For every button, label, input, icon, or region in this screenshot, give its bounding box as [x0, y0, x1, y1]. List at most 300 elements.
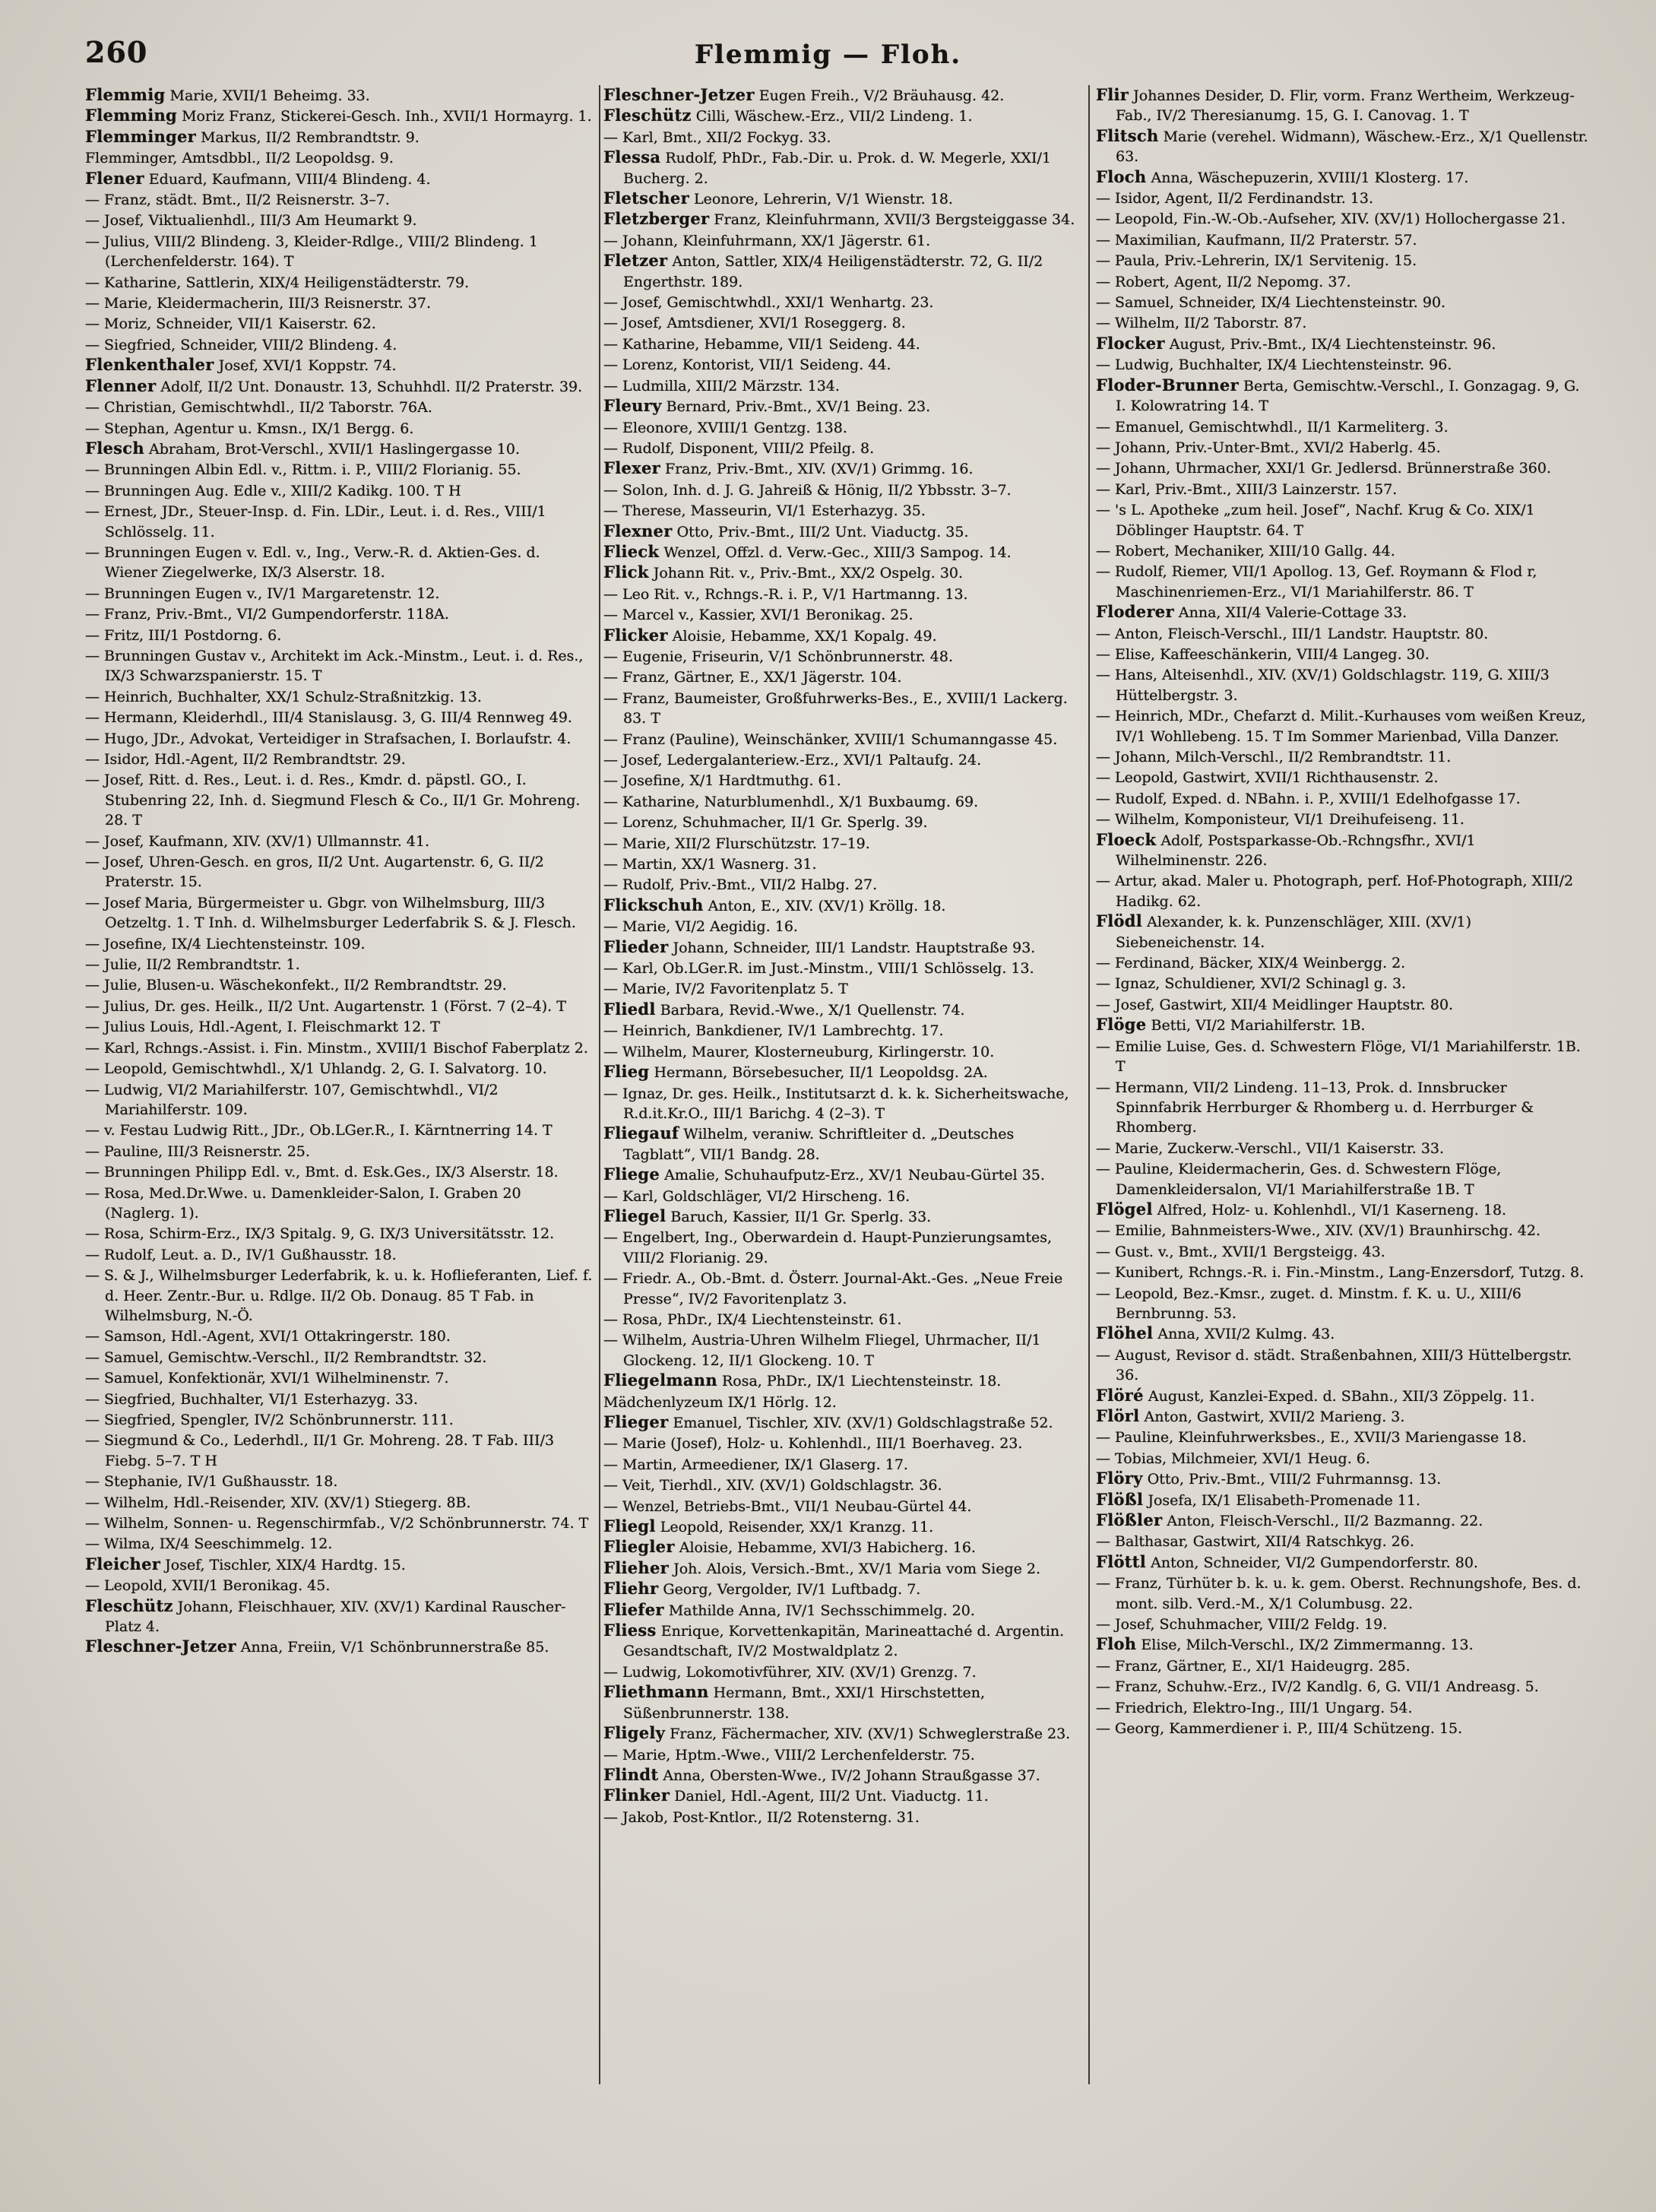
- directory-entry: [603, 1621, 1084, 1662]
- entry-surname: Flener: [85, 168, 144, 188]
- entry-details: — Hermann, VII/2 Lindeng. 11–13, Prok. d. Innsbrucker Spinnfabrik Herrburger & Rhomberg u. d. Herrburger & Rhomberg.: [1096, 1079, 1534, 1136]
- entry-details: — Josef, Ledergalanteriew.-Erz., XVI/1 Paltaufg. 24.: [603, 752, 982, 768]
- directory-entry: [85, 892, 594, 933]
- directory-entry: [1096, 540, 1594, 561]
- directory-entry: [1096, 870, 1594, 911]
- directory-entry: [85, 1120, 594, 1140]
- entry-details: — Veit, Tierhdl., XIV. (XV/1) Goldschlagstr. 36.: [603, 1477, 942, 1494]
- directory-entry: [1096, 458, 1594, 478]
- directory-entry: [603, 874, 1084, 895]
- entry-surname: Flöré: [1096, 1385, 1144, 1405]
- directory-entry: [603, 1745, 1084, 1765]
- entry-details: — Katharine, Naturblumenhdl., X/1 Buxbaumg. 69.: [603, 793, 979, 810]
- entry-details: — Stephan, Agentur u. Kmsn., IX/1 Bergg. 6.: [85, 420, 414, 437]
- entry-details: — Johann, Priv.-Unter-Bmt., XVI/2 Haberlg. 45.: [1096, 439, 1441, 456]
- entry-details: — Marcel v., Kassier, XVI/1 Beronikag. 25.: [603, 607, 913, 624]
- directory-entry: [85, 397, 594, 417]
- entry-details: — Ludwig, Buchhalter, IX/4 Liechtensteinstr. 96.: [1096, 357, 1452, 374]
- directory-entry: [85, 831, 594, 851]
- directory-entry: [85, 954, 594, 974]
- entry-surname: Fliegler: [603, 1537, 675, 1557]
- entry-details: — Brunningen Albin Edl. v., Rittm. i. P., VIII/2 Florianig. 55.: [85, 461, 521, 479]
- entry-surname: Fleschner-Jetzer: [85, 1637, 236, 1656]
- directory-entry: [85, 210, 594, 230]
- entry-details: — Julie, II/2 Rembrandtstr. 1.: [85, 956, 300, 974]
- entry-details: — Marie, Kleidermacherin, III/3 Reisnerstr. 37.: [85, 295, 431, 312]
- entry-details: Hermann, Börsebesucher, II/1 Leopoldsg. 2A.: [649, 1064, 988, 1082]
- entry-details: Anna, XVII/2 Kulmg. 43.: [1153, 1326, 1335, 1343]
- directory-entry: [85, 1079, 594, 1120]
- directory-entry: [85, 1492, 594, 1513]
- entry-details: — Brunningen Gustav v., Architekt im Ack.-Minstm., Leut. i. d. Res., IX/3 Schwarzspanierstr. 15. T: [85, 647, 584, 685]
- directory-entry: [85, 1347, 594, 1367]
- entry-details: — Heinrich, Bankdiener, IV/1 Lambrechtg. 17.: [603, 1022, 944, 1040]
- entry-surname: Flir: [1096, 85, 1129, 104]
- entry-details: — Engelbert, Ing., Oberwardein d. Haupt-Punzierungsamtes, VIII/2 Florianig. 29.: [603, 1229, 1053, 1266]
- entry-details: Aloisie, Hebamme, XVI/3 Habicherg. 16.: [674, 1539, 976, 1557]
- entry-details: — Solon, Inh. d. J. G. Jahreiß & Hönig, II/2 Ybbsstr. 3–7.: [603, 481, 1012, 499]
- directory-entry: [85, 459, 594, 480]
- directory-entry: [1096, 1531, 1594, 1551]
- entry-details: Rudolf, PhDr., Fab.-Dir. u. Prok. d. W. Megerle, XXI/1 Bucherg. 2.: [623, 150, 1051, 187]
- directory-entry: [1096, 644, 1594, 664]
- directory-entry: [1096, 1323, 1594, 1344]
- directory-entry: [85, 728, 594, 749]
- directory-entry: [603, 521, 1084, 542]
- directory-entry: [603, 85, 1084, 106]
- entry-details: — Ferdinand, Bäcker, XIX/4 Weinbergg. 2.: [1096, 955, 1406, 972]
- entry-details: — Pauline, III/3 Reisnerstr. 25.: [85, 1142, 310, 1160]
- entry-surname: Fliege: [603, 1165, 660, 1184]
- directory-entry: [603, 480, 1084, 500]
- directory-entry: [603, 1600, 1084, 1621]
- column-2: [603, 85, 1084, 2183]
- entry-details: Enrique, Korvettenkapitän, Marineattaché d. Argentin. Gesandtschaft, IV/2 Mostwaldplatz 2.: [623, 1623, 1065, 1660]
- directory-entry: [603, 1041, 1084, 1062]
- directory-entry: [85, 1223, 594, 1244]
- entry-surname: Flickschuh: [603, 895, 704, 914]
- directory-entry: [603, 626, 1084, 646]
- directory-entry: [603, 604, 1084, 625]
- entry-surname: Fleschner-Jetzer: [603, 85, 755, 104]
- entry-details: Wenzel, Offzl. d. Verw.-Gec., XIII/3 Sampog. 14.: [659, 543, 1012, 561]
- entry-details: — Siegfried, Schneider, VIII/2 Blindeng. 4.: [85, 336, 397, 353]
- directory-entry: [85, 501, 594, 542]
- entry-details: — Wilhelm, Komponisteur, VI/1 Dreihufeiseng. 11.: [1096, 811, 1464, 829]
- directory-entry: [603, 791, 1084, 812]
- directory-entry: [603, 1000, 1084, 1020]
- entry-details: — Georg, Kammerdiener i. P., III/4 Schützeng. 15.: [1096, 1720, 1463, 1738]
- directory-entry: [1096, 1345, 1594, 1386]
- entry-details: — Marie, Zuckerw.-Verschl., VII/1 Kaiserstr. 33.: [1096, 1139, 1445, 1157]
- entry-details: — Franz (Pauline), Weinschänker, XVIII/1 Schumanngasse 45.: [603, 730, 1058, 748]
- entry-details: — August, Revisor d. städt. Straßenbahnen, XIII/3 Hüttelbergstr. 36.: [1096, 1346, 1572, 1384]
- directory-entry: [603, 1165, 1084, 1185]
- entry-details: — Emanuel, Gemischtwhdl., II/1 Karmeliterg. 3.: [1096, 418, 1449, 436]
- directory-entry: [603, 1765, 1084, 1786]
- directory-entry: [1096, 705, 1594, 746]
- directory-entry: [603, 667, 1084, 687]
- entry-details: — Martin, XX/1 Wasnerg. 31.: [603, 856, 817, 873]
- entry-details: Marie (verehel. Widmann), Wäschew.-Erz., X/1 Quellenstr. 63.: [1116, 128, 1588, 166]
- entry-details: — Josef, Kaufmann, XIV. (XV/1) Ullmannstr. 41.: [85, 832, 429, 850]
- entry-details: — Emilie Luise, Ges. d. Schwestern Flöge, VI/1 Mariahilferstr. 1B. T: [1096, 1038, 1581, 1076]
- directory-entry: [85, 1554, 594, 1575]
- entry-details: — Leopold, Gemischtwhdl., X/1 Uhlandg. 2, G. I. Salvatorg. 10.: [85, 1060, 547, 1078]
- entry-surname: Flöttl: [1096, 1551, 1147, 1571]
- entry-details: — Leopold, Gastwirt, XVII/1 Richthausenstr. 2.: [1096, 769, 1439, 787]
- entry-details: — Stephanie, IV/1 Gußhausstr. 18.: [85, 1473, 338, 1491]
- directory-entry: [85, 1513, 594, 1533]
- directory-entry: [85, 1058, 594, 1079]
- directory-entry: [85, 439, 594, 459]
- directory-entry: [603, 230, 1084, 251]
- entry-details: — 's L. Apotheke „zum heil. Josef“, Nachf. Krug & Co. XIX/1 Döblinger Hauptstr. 64. T: [1096, 502, 1535, 539]
- entry-details: Eugen Freih., V/2 Bräuhausg. 42.: [754, 87, 1005, 104]
- entry-details: — Marie, VI/2 Aegidig. 16.: [603, 918, 798, 936]
- directory-entry: [1096, 1573, 1594, 1614]
- entry-surname: Fleury: [603, 396, 662, 416]
- directory-entry: [1096, 376, 1594, 417]
- entry-details: Mathilde Anna, IV/1 Sechsschimmelg. 20.: [663, 1602, 975, 1619]
- page-number: 260: [85, 35, 148, 69]
- directory-entry: [603, 1329, 1084, 1371]
- directory-entry: [603, 937, 1084, 958]
- entry-details: Daniel, Hdl.-Agent, III/2 Unt. Viaductg. 11.: [670, 1788, 989, 1805]
- entry-details: — Brunningen Aug. Edle v., XIII/2 Kadikg. 100. T H: [85, 482, 461, 499]
- directory-entry: [1096, 188, 1594, 208]
- directory-entry: [85, 625, 594, 645]
- page-header: [0, 29, 1656, 74]
- directory-entry: [603, 1392, 1084, 1412]
- entry-surname: Flenkenthaler: [85, 355, 214, 375]
- entry-details: — Eleonore, XVIII/1 Gentzg. 138.: [603, 419, 847, 436]
- running-head: Flemmig — Floh.: [694, 40, 962, 70]
- entry-details: — Ignaz, Dr. ges. Heilk., Institutsarzt d. k. k. Sicherheitswache, R.d.it.Kr.O., III/1 Barichg. 4 (2–3). T: [603, 1085, 1069, 1122]
- entry-details: Baruch, Kassier, II/1 Gr. Sperlg. 33.: [666, 1208, 932, 1225]
- entry-details: — Josef, Gemischtwhdl., XXI/1 Wenhartg. 23.: [603, 294, 934, 312]
- entry-details: — Julius, Dr. ges. Heilk., II/2 Unt. Augartenstr. 1 (Först. 7 (2–4). T: [85, 997, 566, 1015]
- entry-details: Anton, Sattler, XIX/4 Heiligenstädterstr. 72, G. II/2 Engerthstr. 189.: [623, 253, 1043, 290]
- directory-entry: [85, 933, 594, 954]
- entry-details: — Siegmund & Co., Lederhdl., II/1 Gr. Mohreng. 28. T Fab. III/3 Fiebg. 5–7. T H: [85, 1432, 555, 1469]
- entry-details: — Samson, Hdl.-Agent, XVI/1 Ottakringerstr. 180.: [85, 1328, 451, 1345]
- directory-entry: [603, 438, 1084, 458]
- entry-details: — Wilhelm, Maurer, Klosterneuburg, Kirlingerstr. 10.: [603, 1043, 995, 1060]
- entry-details: Anna, Freiin, V/1 Schönbrunnerstraße 85.: [236, 1639, 549, 1656]
- entry-surname: Flexer: [603, 458, 660, 478]
- entry-details: Johann, Schneider, III/1 Landstr. Hauptstraße 93.: [668, 939, 1036, 956]
- entry-details: — Brunningen Eugen v. Edl. v., Ing., Verw.-R. d. Aktien-Ges. d. Wiener Ziegelwerke, IX/3 Alserstr. 18.: [85, 543, 540, 582]
- entry-details: Rosa, PhDr., IX/1 Liechtensteinstr. 18.: [717, 1373, 1002, 1390]
- directory-entry: [1096, 479, 1594, 499]
- column-3: [1096, 85, 1594, 2183]
- entry-details: August, Priv.-Bmt., IX/4 Liechtensteinstr. 96.: [1164, 335, 1496, 353]
- directory-entry: [603, 854, 1084, 874]
- entry-details: — Rudolf, Disponent, VIII/2 Pfeilg. 8.: [603, 439, 875, 457]
- entry-details: — Julie, Blusen-u. Wäschekonfekt., II/2 Rembrandtstr. 29.: [85, 977, 507, 994]
- entry-details: Wilhelm, veraniw. Schriftleiter d. „Deutsches Tagblatt“, VII/1 Bandg. 28.: [623, 1126, 1015, 1163]
- directory-entry: [603, 376, 1084, 396]
- directory-entry: [603, 209, 1084, 230]
- entry-details: — Katharine, Sattlerin, XIX/4 Heiligenstädterstr. 79.: [85, 274, 470, 291]
- directory-entry: [603, 1579, 1084, 1599]
- entry-details: — Gust. v., Bmt., XVII/1 Bergsteigg. 43.: [1096, 1243, 1385, 1260]
- entry-details: — Josef, Viktualienhdl., III/3 Am Heumarkt 9.: [85, 212, 417, 230]
- entry-details: — Josef, Gastwirt, XII/4 Meidlinger Hauptstr. 80.: [1096, 996, 1454, 1013]
- entry-details: August, Kanzlei-Exped. d. SBahn., XII/3 Zöppelg. 11.: [1143, 1387, 1535, 1405]
- directory-entry: [603, 584, 1084, 604]
- entry-details: — Martin, Armeediener, IX/1 Glaserg. 17.: [603, 1456, 908, 1473]
- entry-details: — Karl, Goldschläger, VI/2 Hirscheng. 16.: [603, 1187, 910, 1205]
- directory-entry: [1096, 1036, 1594, 1077]
- entry-details: Hermann, Bmt., XXI/1 Hirschstetten, Süßenbrunnerstr. 138.: [623, 1684, 985, 1722]
- entry-surname: Fliegelmann: [603, 1371, 717, 1390]
- entry-details: — Ludwig, VI/2 Mariahilferstr. 107, Gemischtwhdl., VI/2 Mariahilferstr. 109.: [85, 1081, 499, 1118]
- directory-entry: [1096, 1220, 1594, 1241]
- entry-details: Joh. Alois, Versich.-Bmt., XV/1 Maria vom Siege 2.: [669, 1560, 1041, 1577]
- entry-details: — Rosa, Med.Dr.Wwe. u. Damenkleider-Salon, I. Graben 20 (Naglerg. 1).: [85, 1184, 521, 1222]
- entry-details: Flemminger, Amtsdbbl., II/2 Leopoldsg. 9.: [85, 150, 394, 167]
- entry-details: — Wenzel, Betriebs-Bmt., VII/1 Neubau-Gürtel 44.: [603, 1497, 972, 1515]
- entry-surname: Flieger: [603, 1412, 669, 1431]
- entry-details: — Brunningen Philipp Edl. v., Bmt. d. Esk.Ges., IX/3 Alserstr. 18.: [85, 1164, 559, 1181]
- directory-entry: [1096, 126, 1594, 167]
- directory-entry: [1096, 788, 1594, 809]
- entry-details: Anton, Fleisch-Verschl., II/2 Bazmanng. 22.: [1162, 1513, 1483, 1530]
- entry-details: — S. & J., Wilhelmsburger Lederfabrik, k. u. k. Hoflieferanten, Lief. f. d. Heer. Zentr.-Bur. u. Rdlge. II/2 Ob. Donaug. 85 T Fab. in Wilhelmsburg, N.-Ö.: [85, 1267, 593, 1324]
- entry-surname: Fletscher: [603, 189, 689, 208]
- entry-surname: Floch: [1096, 166, 1147, 186]
- directory-entry: [1096, 561, 1594, 602]
- entry-details: — Artur, akad. Maler u. Photograph, perf. Hof-Photograph, XIII/2 Hadikg. 62.: [1096, 873, 1574, 910]
- directory-entry: [85, 645, 594, 686]
- directory-entry: [85, 1409, 594, 1430]
- entry-details: — Wilma, IX/4 Seeschimmelg. 12.: [85, 1535, 333, 1553]
- entry-surname: Flemming: [85, 106, 178, 125]
- entry-details: Johann, Fleischhauer, XIV. (XV/1) Kardinal Rauscher-Platz 4.: [105, 1598, 566, 1636]
- directory-entry: [603, 688, 1084, 729]
- entry-surname: Flicker: [603, 625, 668, 645]
- directory-entry: [85, 1038, 594, 1058]
- entry-details: — v. Festau Ludwig Ritt., JDr., Ob.LGer.R., I. Kärntnerring 14. T: [85, 1122, 553, 1139]
- entry-details: — Pauline, Kleidermacherin, Ges. d. Schwestern Flöge, Damenkleidersalon, VI/1 Mariahilferstraße 1B. T: [1096, 1161, 1502, 1198]
- directory-entry: [85, 1389, 594, 1409]
- entry-details: — Samuel, Schneider, IX/4 Liechtensteinstr. 90.: [1096, 294, 1446, 312]
- entry-details: — Samuel, Gemischtw.-Verschl., II/2 Rembrandtstr. 32.: [85, 1348, 487, 1366]
- entry-details: — Hans, Alteisenhdl., XIV. (XV/1) Goldschlagstr. 119, G. XIII/3 Hüttelbergstr. 3.: [1096, 667, 1550, 704]
- entry-surname: Flößler: [1096, 1510, 1163, 1530]
- entry-details: — Leopold, Fin.-W.-Ob.-Aufseher, XIV. (XV/1) Hollochergasse 21.: [1096, 211, 1566, 228]
- directory-entry: [603, 563, 1084, 583]
- directory-entry: [1096, 1510, 1594, 1531]
- entry-details: Franz, Fächermacher, XIV. (XV/1) Schweglerstraße 23.: [665, 1726, 1071, 1743]
- entry-details: — Lorenz, Schuhmacher, II/1 Gr. Sperlg. 39.: [603, 814, 928, 832]
- entry-surname: Floeck: [1096, 829, 1157, 849]
- directory-entry: [85, 851, 594, 892]
- directory-entry: [603, 1496, 1084, 1516]
- entry-details: — Karl, Bmt., XII/2 Fockyg. 33.: [603, 128, 831, 146]
- directory-entry: [85, 418, 594, 439]
- entry-details: — Wilhelm, Hdl.-Reisender, XIV. (XV/1) Stiegerg. 8B.: [85, 1494, 471, 1511]
- entry-details: — Johann, Uhrmacher, XXI/1 Gr. Jedlersd. Brünnerstraße 360.: [1096, 460, 1552, 477]
- entry-details: Otto, Priv.-Bmt., VIII/2 Fuhrmannsg. 13.: [1142, 1471, 1442, 1488]
- entry-surname: Fliess: [603, 1621, 657, 1640]
- entry-details: — Rosa, Schirm-Erz., IX/3 Spitalg. 9, G. IX/3 Universitätsstr. 12.: [85, 1225, 555, 1243]
- entry-surname: Fleicher: [85, 1554, 161, 1573]
- entry-details: Betti, VI/2 Mariahilferstr. 1B.: [1146, 1017, 1366, 1035]
- directory-entry: [85, 127, 594, 147]
- entry-surname: Floderer: [1096, 602, 1174, 622]
- directory-entry: [603, 1516, 1084, 1537]
- directory-entry: [603, 147, 1084, 189]
- entry-details: Franz, Priv.-Bmt., XIV. (XV/1) Grimmg. 16.: [660, 461, 974, 478]
- directory-entry: [85, 583, 594, 604]
- entry-details: — Isidor, Agent, II/2 Ferdinandstr. 13.: [1096, 190, 1374, 208]
- entry-details: Leopold, Reisender, XX/1 Kranzg. 11.: [655, 1519, 934, 1536]
- entry-surname: Flieher: [603, 1558, 670, 1577]
- entry-surname: Flieg: [603, 1062, 650, 1082]
- entry-details: — Pauline, Kleinfuhrwerksbes., E., XVII/3 Mariengasse 18.: [1096, 1429, 1527, 1447]
- directory-entry: [1096, 664, 1594, 705]
- directory-entry: [1096, 1676, 1594, 1697]
- entry-details: Anton, E., XIV. (XV/1) Kröllg. 18.: [703, 897, 946, 914]
- entry-details: — Franz, Priv.-Bmt., VI/2 Gumpendorferstr. 118A.: [85, 606, 449, 623]
- directory-entry: [1096, 1158, 1594, 1199]
- entry-details: Amalie, Schuhaufputz-Erz., XV/1 Neubau-Gürtel 35.: [660, 1167, 1045, 1184]
- entry-details: Berta, Gemischtw.-Verschl., I. Gonzagag. 9, G. I. Kolowratring 14. T: [1116, 377, 1580, 415]
- directory-entry: [603, 729, 1084, 749]
- directory-entry: [85, 1161, 594, 1182]
- entry-surname: Flindt: [603, 1764, 659, 1784]
- entry-details: — Rudolf, Riemer, VII/1 Apollog. 13, Gef. Roymann & Flod r, Maschinenriemen-Erz., VI/1 Mariahilferstr. 86. T: [1096, 563, 1537, 601]
- directory-entry: [603, 812, 1084, 832]
- entry-details: Josef, XVI/1 Koppstr. 74.: [214, 357, 397, 375]
- entry-details: Johann Rit. v., Priv.-Bmt., XX/2 Ospelg. 30.: [648, 565, 964, 582]
- directory-entry: [603, 1083, 1084, 1124]
- directory-entry: [1096, 952, 1594, 973]
- entry-surname: Flenner: [85, 376, 157, 395]
- entry-details: Anton, Gastwirt, XVII/2 Marieng. 3.: [1139, 1409, 1405, 1425]
- directory-entry: [1096, 334, 1594, 354]
- directory-entry: [603, 958, 1084, 978]
- entry-surname: Floder-Brunner: [1096, 375, 1239, 395]
- directory-entry: [603, 500, 1084, 521]
- entry-surname: Flesch: [85, 438, 144, 458]
- entry-details: — Emilie, Bahnmeisters-Wwe., XIV. (XV/1) Braunhirschg. 42.: [1096, 1222, 1541, 1240]
- directory-entry: [85, 542, 594, 583]
- entry-details: — Karl, Ob.LGer.R. im Just.-Minstm., VIII/1 Schlösselg. 13.: [603, 960, 1034, 978]
- directory-entry: [603, 1537, 1084, 1558]
- entry-surname: Flöge: [1096, 1015, 1147, 1035]
- entry-surname: Fleschütz: [603, 106, 692, 125]
- directory-entry: [603, 1206, 1084, 1227]
- directory-entry: [85, 85, 594, 106]
- entry-details: — Wilhelm, Sonnen- u. Regenschirmfab., V/2 Schönbrunnerstr. 74. T: [85, 1515, 589, 1532]
- directory-entry: [603, 1723, 1084, 1744]
- directory-entry: [603, 458, 1084, 479]
- entry-details: — Julius Louis, Hdl.-Agent, I. Fleischmarkt 12. T: [85, 1019, 440, 1036]
- directory-entry: [1096, 1015, 1594, 1035]
- entry-surname: Flögel: [1096, 1199, 1153, 1219]
- entry-surname: Fletzer: [603, 251, 668, 271]
- directory-entry: [85, 272, 594, 293]
- directory-entry: [603, 396, 1084, 417]
- directory-entry: [603, 1433, 1084, 1453]
- directory-entry: [603, 1227, 1084, 1268]
- directory-entry: [85, 1244, 594, 1265]
- entry-details: — Wilhelm, II/2 Taborstr. 87.: [1096, 315, 1307, 332]
- entry-details: — Johann, Milch-Verschl., II/2 Rembrandtstr. 11.: [1096, 749, 1452, 765]
- entry-surname: Flitsch: [1096, 125, 1159, 145]
- entry-surname: Fliegauf: [603, 1123, 679, 1143]
- directory-entry: [603, 916, 1084, 936]
- directory-entry: [85, 313, 594, 334]
- entry-details: — Elise, Kaffeeschänkerin, VIII/4 Langeg. 30.: [1096, 645, 1430, 663]
- directory-entry: [85, 169, 594, 189]
- entry-details: — Hermann, Kleiderhdl., III/4 Stanislausg. 3, G. III/4 Rennweg 49.: [85, 709, 572, 727]
- entry-surname: Flieck: [603, 541, 660, 561]
- entry-surname: Fliethmann: [603, 1682, 709, 1702]
- entry-details: — Jakob, Post-Kntlor., II/2 Rotensterng. 31.: [603, 1808, 920, 1826]
- entry-details: — Marie, XII/2 Flurschützstr. 17–19.: [603, 835, 870, 852]
- directory-entry: [603, 127, 1084, 147]
- entry-details: — Franz, Gärtner, E., XX/1 Jägerstr. 104.: [603, 669, 902, 686]
- directory-entry: [1096, 1406, 1594, 1427]
- entry-details: — Marie (Josef), Holz- u. Kohlenhdl., III/1 Boerhaveg. 23.: [603, 1435, 1023, 1453]
- entry-details: — Fritz, III/1 Postdorng. 6.: [85, 626, 282, 644]
- entry-details: — Friedrich, Elektro-Ing., III/1 Ungarg. 54.: [1096, 1699, 1413, 1716]
- directory-entry: [85, 293, 594, 313]
- entry-surname: Fliehr: [603, 1579, 659, 1599]
- entry-details: — Ignaz, Schuldiener, XVI/2 Schinagl g. 3.: [1096, 975, 1407, 993]
- directory-entry: [1096, 830, 1594, 871]
- directory-entry: [603, 770, 1084, 791]
- directory-entry: [1096, 292, 1594, 312]
- directory-entry: [85, 1575, 594, 1596]
- entry-details: — Ernest, JDr., Steuer-Insp. d. Fin. LDir., Leut. i. d. Res., VIII/1 Schlösselg. 11.: [85, 503, 546, 540]
- directory-entry: [1096, 417, 1594, 437]
- entry-details: — Rudolf, Leut. a. D., IV/1 Gußhausstr. 18.: [85, 1246, 397, 1263]
- directory-entry: [1096, 746, 1594, 767]
- entry-details: — Brunningen Eugen v., IV/1 Margaretenstr. 12.: [85, 585, 440, 602]
- entry-details: Anna, XII/4 Valerie-Cottage 33.: [1173, 604, 1407, 622]
- directory-entry: [85, 996, 594, 1016]
- directory-entry: [1096, 1262, 1594, 1282]
- entry-details: — Robert, Mechaniker, XIII/10 Gallg. 44.: [1096, 542, 1395, 559]
- entry-details: — Siegfried, Buchhalter, VI/1 Esterhazyg. 33.: [85, 1390, 418, 1408]
- entry-surname: Floh: [1096, 1634, 1137, 1654]
- entry-details: — Ludwig, Lokomotivführer, XIV. (XV/1) Grenzg. 7.: [603, 1663, 977, 1681]
- directory-entry: [1096, 809, 1594, 829]
- directory-entry: [1096, 1386, 1594, 1406]
- directory-entry: [1096, 85, 1594, 126]
- directory-entry: [85, 707, 594, 727]
- entry-surname: Fliegl: [603, 1516, 656, 1536]
- directory-entry: [1096, 1469, 1594, 1489]
- directory-entry: [1096, 499, 1594, 540]
- entry-details: Josef, Tischler, XIX/4 Hardtg. 15.: [160, 1556, 406, 1573]
- directory-entry: [85, 1141, 594, 1161]
- directory-entry: [85, 1533, 594, 1554]
- directory-entry: [1096, 250, 1594, 271]
- entry-details: — Franz, Schuhw.-Erz., IV/2 Kandlg. 6, G. VII/1 Andreasg. 5.: [1096, 1678, 1539, 1696]
- directory-entry: [603, 542, 1084, 563]
- entry-surname: Fliegel: [603, 1206, 667, 1225]
- directory-entry: [1096, 271, 1594, 292]
- directory-entry: [85, 1265, 594, 1326]
- directory-entry: [1096, 602, 1594, 623]
